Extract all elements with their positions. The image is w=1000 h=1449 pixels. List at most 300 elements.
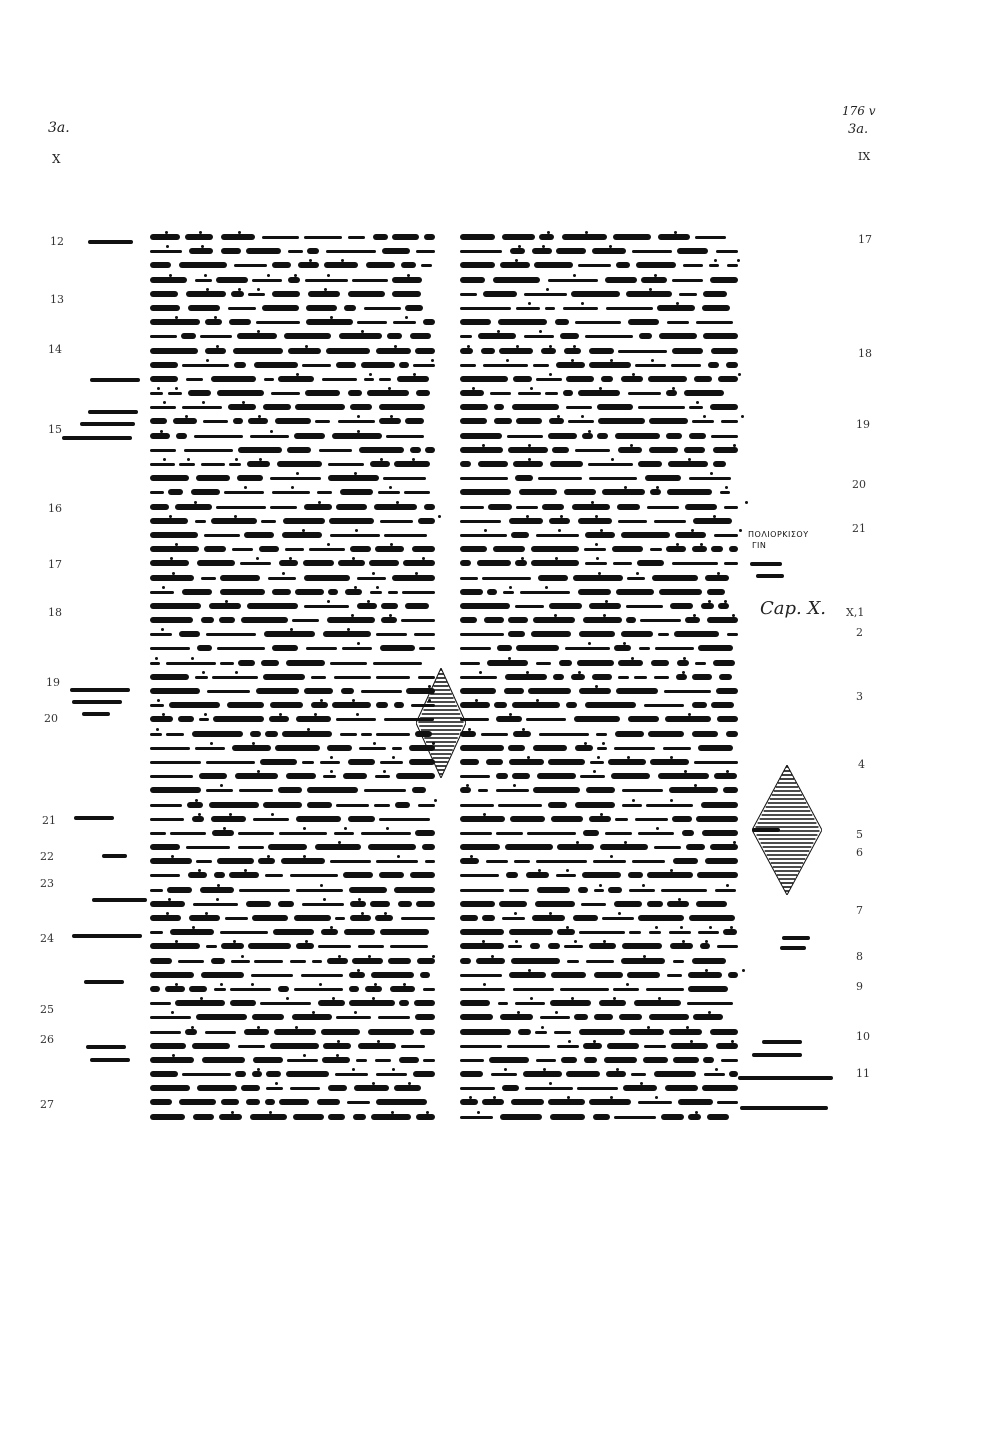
script-dot — [220, 983, 223, 986]
script-line — [150, 329, 440, 343]
script-word — [306, 647, 337, 650]
script-word — [502, 1085, 519, 1091]
script-word — [527, 832, 576, 835]
script-line — [460, 315, 750, 329]
script-word — [330, 860, 371, 863]
script-word — [246, 248, 281, 254]
script-dot — [303, 827, 306, 830]
script-word — [193, 903, 238, 906]
script-word — [536, 662, 551, 665]
script-word — [607, 1043, 639, 1049]
script-dot — [372, 1082, 375, 1085]
script-word — [150, 591, 174, 594]
script-word — [644, 704, 684, 707]
script-word — [557, 844, 594, 850]
left-verse-number: 25 — [40, 1003, 54, 1016]
script-word — [504, 688, 524, 694]
script-word — [272, 291, 300, 297]
script-word — [668, 461, 708, 467]
script-dot — [324, 288, 327, 291]
script-word — [254, 960, 283, 963]
script-dot — [318, 501, 321, 504]
script-word — [244, 532, 274, 538]
script-word — [150, 761, 201, 764]
script-word — [304, 504, 332, 510]
script-word — [286, 1071, 329, 1077]
script-line — [460, 883, 750, 897]
script-dot — [290, 628, 293, 631]
script-word — [629, 1029, 664, 1035]
script-dot — [216, 345, 219, 348]
script-word — [460, 929, 504, 935]
script-word — [673, 1057, 699, 1063]
script-dot — [655, 926, 658, 929]
script-dot — [658, 997, 661, 1000]
script-word — [221, 234, 255, 240]
script-word — [228, 307, 256, 310]
script-word — [589, 1099, 631, 1105]
script-word — [401, 1045, 425, 1048]
script-word — [384, 534, 427, 537]
script-word — [259, 546, 279, 552]
script-word — [241, 1085, 260, 1091]
script-word — [298, 262, 319, 268]
script-word — [240, 562, 271, 565]
script-line — [460, 230, 750, 244]
script-word — [270, 1043, 319, 1049]
script-word — [296, 889, 343, 892]
script-word — [150, 1099, 172, 1105]
script-line — [150, 982, 440, 996]
script-line — [460, 429, 750, 443]
script-word — [711, 546, 723, 552]
script-word — [564, 489, 596, 495]
script-dot — [642, 884, 645, 887]
script-word — [247, 461, 270, 467]
script-word — [271, 392, 300, 395]
script-word — [150, 747, 190, 750]
script-word — [343, 872, 373, 878]
script-word — [327, 958, 348, 964]
right-text-column — [460, 230, 750, 1124]
script-word — [397, 376, 429, 382]
script-word — [221, 1099, 239, 1105]
script-word — [166, 662, 216, 665]
script-dot — [369, 373, 372, 376]
script-word — [478, 461, 508, 467]
right-folio-label: 3a. — [848, 122, 869, 137]
script-dot — [199, 231, 202, 234]
script-word — [588, 463, 633, 466]
script-dot — [438, 515, 441, 518]
script-line — [460, 358, 750, 372]
ornament-divider-right — [752, 765, 822, 895]
script-word — [211, 376, 256, 382]
script-word — [534, 262, 573, 268]
script-word — [502, 917, 525, 920]
script-word — [279, 560, 298, 566]
script-word — [217, 647, 265, 650]
script-dot — [231, 1111, 234, 1114]
script-dot — [380, 458, 383, 461]
script-word — [348, 759, 375, 765]
script-line — [150, 585, 440, 599]
script-dot — [157, 699, 160, 702]
script-word — [728, 972, 738, 978]
script-line — [460, 712, 750, 726]
script-dot — [527, 756, 530, 759]
script-word — [399, 1000, 409, 1006]
script-word — [532, 915, 565, 921]
script-word — [288, 348, 321, 354]
marginal-gloss-stroke — [762, 1040, 802, 1044]
left-verse-number: 15 — [48, 423, 62, 436]
script-dot — [162, 586, 165, 589]
script-word — [306, 319, 353, 325]
script-word — [711, 702, 734, 708]
script-word — [650, 489, 661, 495]
script-word — [415, 1014, 435, 1020]
script-word — [150, 305, 180, 311]
script-word — [614, 901, 642, 907]
script-word — [301, 974, 343, 977]
script-dot — [330, 316, 333, 319]
script-word — [423, 988, 435, 991]
script-word — [518, 1029, 531, 1035]
script-word — [216, 277, 248, 283]
script-word — [460, 506, 484, 509]
script-word — [533, 745, 567, 751]
script-word — [404, 491, 430, 494]
script-dot — [354, 1011, 357, 1014]
script-dot — [670, 756, 673, 759]
script-word — [502, 234, 535, 240]
script-word — [550, 1114, 585, 1120]
script-word — [420, 972, 430, 978]
script-dot — [530, 387, 533, 390]
script-word — [638, 461, 662, 467]
script-dot — [163, 401, 166, 404]
script-word — [688, 1114, 701, 1120]
script-word — [348, 816, 375, 822]
script-dot — [643, 955, 646, 958]
script-word — [201, 577, 216, 580]
script-word — [392, 575, 435, 581]
script-word — [179, 631, 200, 637]
script-dot — [327, 600, 330, 603]
script-word — [254, 362, 298, 368]
script-word — [460, 1014, 493, 1020]
script-word — [194, 435, 243, 438]
script-dot — [374, 983, 377, 986]
script-line — [460, 485, 750, 499]
script-word — [488, 504, 512, 510]
script-dot — [257, 1026, 260, 1029]
script-word — [387, 333, 402, 339]
script-word — [589, 362, 631, 368]
script-line — [460, 656, 750, 670]
script-word — [536, 1059, 556, 1062]
script-word — [288, 277, 300, 283]
script-dot — [361, 330, 364, 333]
script-dot — [676, 302, 679, 305]
script-word — [627, 972, 660, 978]
script-word — [629, 889, 655, 892]
script-word — [693, 518, 732, 524]
script-word — [199, 718, 209, 721]
script-line — [150, 315, 440, 329]
script-word — [338, 560, 365, 566]
script-line — [150, 868, 440, 882]
script-dot — [593, 1040, 596, 1043]
script-word — [639, 647, 650, 650]
script-dot — [571, 359, 574, 362]
script-word — [616, 262, 630, 268]
script-word — [659, 589, 702, 595]
script-dot — [352, 1068, 355, 1071]
script-word — [150, 832, 166, 835]
script-line — [150, 372, 440, 386]
script-word — [460, 603, 510, 609]
script-word — [349, 986, 359, 992]
script-dot — [684, 770, 687, 773]
script-word — [585, 562, 607, 565]
script-word — [518, 392, 541, 395]
script-word — [605, 832, 632, 835]
script-dot — [225, 600, 228, 603]
script-word — [515, 560, 527, 566]
script-word — [365, 986, 382, 992]
script-word — [672, 348, 703, 354]
script-word — [150, 1016, 191, 1019]
script-word — [262, 305, 299, 311]
script-word — [513, 731, 531, 737]
script-word — [483, 364, 528, 367]
script-word — [654, 846, 681, 849]
script-word — [182, 364, 229, 367]
script-word — [268, 844, 307, 850]
script-word — [405, 603, 429, 609]
script-word — [405, 305, 423, 311]
script-line — [460, 471, 750, 485]
script-word — [721, 1059, 738, 1062]
script-word — [179, 1099, 216, 1105]
script-word — [336, 362, 356, 368]
script-word — [231, 960, 250, 963]
script-word — [621, 631, 653, 637]
script-word — [651, 660, 669, 666]
script-line — [150, 1025, 440, 1039]
script-word — [644, 1045, 666, 1048]
script-word — [272, 589, 291, 595]
script-word — [329, 518, 374, 524]
script-word — [622, 943, 662, 949]
script-line — [460, 1053, 750, 1067]
script-dot — [595, 543, 598, 546]
script-dot — [302, 529, 305, 532]
script-line — [460, 500, 750, 514]
script-word — [204, 546, 226, 552]
script-word — [200, 887, 234, 893]
script-word — [229, 319, 251, 325]
script-word — [551, 816, 583, 822]
script-word — [696, 321, 733, 324]
script-word — [629, 931, 641, 934]
script-word — [422, 844, 435, 850]
script-word — [615, 433, 660, 439]
script-word — [597, 404, 633, 410]
script-word — [583, 617, 622, 623]
script-dot — [613, 997, 616, 1000]
script-word — [673, 858, 698, 864]
script-dot — [591, 501, 594, 504]
script-word — [413, 1071, 435, 1077]
script-word — [628, 392, 661, 395]
script-dot — [368, 955, 371, 958]
script-dot — [194, 501, 197, 504]
script-word — [233, 418, 243, 424]
script-word — [596, 733, 607, 736]
script-word — [507, 1045, 550, 1048]
script-word — [349, 1000, 395, 1006]
script-dot — [165, 231, 168, 234]
left-verse-number: 27 — [40, 1098, 54, 1111]
script-word — [554, 1031, 571, 1034]
script-line — [460, 400, 750, 414]
script-dot — [390, 543, 393, 546]
script-word — [711, 348, 738, 354]
script-dot — [549, 912, 552, 915]
script-word — [375, 1059, 391, 1062]
script-word — [228, 404, 256, 410]
script-word — [509, 972, 546, 978]
script-word — [306, 305, 337, 311]
script-word — [328, 589, 338, 595]
script-line — [150, 542, 440, 556]
script-word — [317, 1099, 340, 1105]
script-word — [692, 546, 707, 552]
script-word — [354, 1085, 389, 1091]
script-line — [150, 656, 440, 670]
script-word — [710, 404, 738, 410]
script-word — [196, 860, 212, 863]
script-word — [261, 520, 276, 523]
script-word — [150, 1057, 194, 1063]
script-word — [665, 1085, 698, 1091]
script-dot — [688, 458, 691, 461]
script-dot — [376, 586, 379, 589]
script-word — [685, 617, 700, 623]
script-dot — [596, 557, 599, 560]
script-word — [580, 775, 605, 778]
script-dot — [372, 572, 375, 575]
script-word — [582, 872, 621, 878]
script-line — [150, 273, 440, 287]
script-word — [583, 830, 599, 836]
script-dot — [238, 288, 241, 291]
script-word — [559, 660, 572, 666]
script-word — [204, 534, 240, 537]
left-verse-number: 14 — [48, 343, 62, 356]
script-word — [175, 504, 212, 510]
script-dot — [545, 586, 548, 589]
script-word — [379, 872, 404, 878]
script-word — [321, 929, 338, 935]
script-dot — [571, 997, 574, 1000]
script-word — [669, 931, 691, 934]
script-word — [460, 844, 500, 850]
script-word — [350, 404, 372, 410]
script-word — [460, 418, 487, 424]
script-dot — [690, 1040, 693, 1043]
script-word — [203, 420, 228, 423]
script-word — [599, 1000, 626, 1006]
script-word — [220, 662, 234, 665]
script-word — [394, 1085, 421, 1091]
script-word — [658, 633, 669, 636]
script-dot — [319, 983, 322, 986]
script-word — [270, 477, 321, 480]
script-word — [578, 589, 611, 595]
script-word — [511, 532, 529, 538]
script-line — [460, 571, 750, 585]
script-line — [150, 599, 440, 613]
script-word — [608, 759, 646, 765]
script-word — [650, 759, 689, 765]
script-word — [460, 816, 505, 822]
script-word — [497, 645, 512, 651]
script-word — [237, 475, 263, 481]
script-word — [710, 277, 738, 283]
script-word — [273, 929, 314, 935]
script-word — [622, 789, 663, 792]
script-word — [589, 477, 637, 480]
script-dot — [484, 529, 487, 532]
right-verse-number: 2 — [856, 626, 863, 639]
script-dot — [599, 884, 602, 887]
script-word — [574, 716, 620, 722]
script-word — [592, 674, 612, 680]
script-dot — [695, 1111, 698, 1114]
script-dot — [431, 359, 434, 362]
script-word — [290, 874, 338, 877]
script-word — [565, 647, 610, 650]
script-word — [197, 1085, 237, 1091]
script-word — [265, 1099, 275, 1105]
script-word — [513, 461, 543, 467]
script-dot — [477, 1111, 480, 1114]
script-line — [150, 244, 440, 258]
script-dot — [518, 245, 521, 248]
script-word — [508, 631, 525, 637]
script-word — [537, 773, 576, 779]
script-word — [477, 560, 511, 566]
script-line — [150, 287, 440, 301]
script-dot — [543, 1068, 546, 1071]
script-word — [645, 475, 681, 481]
script-word — [216, 506, 266, 509]
script-word — [555, 319, 569, 325]
script-word — [602, 917, 634, 920]
script-word — [553, 674, 564, 680]
script-word — [575, 321, 621, 324]
script-word — [709, 264, 719, 267]
script-word — [150, 1031, 181, 1034]
script-dot — [738, 373, 741, 376]
script-word — [623, 1085, 657, 1091]
script-word — [170, 832, 206, 835]
script-line — [460, 897, 750, 911]
